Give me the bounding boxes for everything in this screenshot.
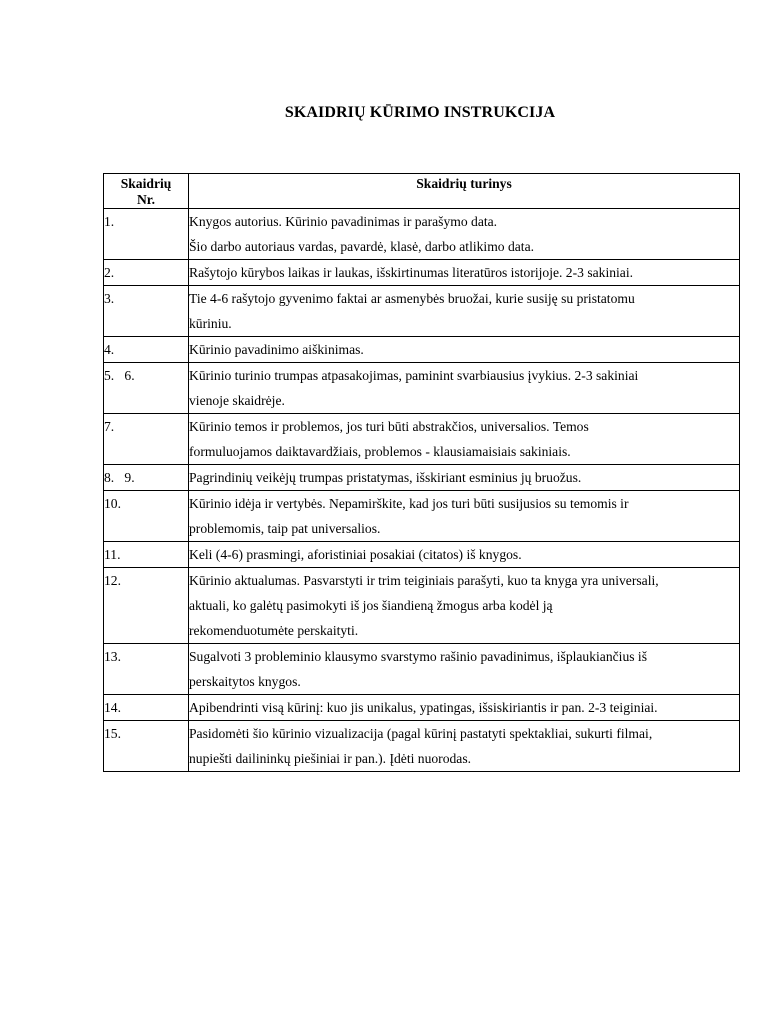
slide-content-line: Šio darbo autoriaus vardas, pavardė, klasė, darbo atlikimo data.	[189, 239, 535, 254]
slide-content-line: Kūrinio temos ir problemos, jos turi būti abstrakčios, universalios. Temos	[189, 419, 589, 434]
table-body	[104, 209, 740, 772]
slide-number-cell: 2.	[104, 260, 189, 286]
slide-content-line: aktuali, ko galėtų pasimokyti iš jos šiandieną žmogus arba kodėl ją	[189, 598, 553, 613]
slide-content-cell	[189, 337, 740, 363]
slide-content-line: Pagrindinių veikėjų trumpas pristatymas, išskiriant esminius jų bruožus.	[189, 470, 582, 485]
table-row	[104, 568, 740, 644]
slide-content-cell	[189, 465, 740, 491]
slide-number-cell: 11.	[104, 542, 189, 568]
slide-content-line: Tie 4-6 rašytojo gyvenimo faktai ar asmenybės bruožai, kurie susiję su pristatomu	[189, 291, 635, 306]
slide-number-cell: 8. 9.	[104, 465, 189, 491]
slide-content-cell	[189, 209, 740, 260]
slide-content-cell	[189, 286, 740, 337]
slide-content-cell	[189, 363, 740, 414]
slide-content-line: Kūrinio turinio trumpas atpasakojimas, paminint svarbiausius įvykius. 2-3 sakiniai	[189, 368, 639, 383]
slide-content-line: formuluojamos daiktavardžiais, problemos - klausiamaisiais sakiniais.	[189, 444, 571, 459]
slide-content-cell	[189, 721, 740, 772]
slide-number-cell: 7.	[104, 414, 189, 465]
header-slide-number	[104, 174, 189, 209]
slide-number-cell: 15.	[104, 721, 189, 772]
slide-number-cell: 1.	[104, 209, 189, 260]
slide-content-line: Kūrinio aktualumas. Pasvarstyti ir trim teiginiais parašyti, kuo ta knyga yra universali,	[189, 573, 659, 588]
slide-content-line: Kūrinio idėja ir vertybės. Nepamirškite, kad jos turi būti susijusios su temomis ir	[189, 496, 629, 511]
document-title: SKAIDRIŲ KŪRIMO INSTRUKCIJA	[284, 104, 556, 121]
table-row	[104, 721, 740, 772]
slide-content-cell	[189, 695, 740, 721]
slide-number-cell: 12.	[104, 568, 189, 644]
table-row	[104, 286, 740, 337]
slide-content-line: problemomis, taip pat universalios.	[189, 521, 381, 536]
table-row	[104, 465, 740, 491]
slide-content-line: kūriniu.	[189, 316, 232, 331]
slide-content-line: vienoje skaidrėje.	[189, 393, 285, 408]
table-row	[104, 209, 740, 260]
slide-content-cell	[189, 542, 740, 568]
slide-content-line: Keli (4-6) prasmingi, aforistiniai posakiai (citatos) iš knygos.	[189, 547, 522, 562]
slide-content-line: Knygos autorius. Kūrinio pavadinimas ir parašymo data.	[189, 214, 498, 229]
slide-content-cell	[189, 568, 740, 644]
slide-content-cell	[189, 260, 740, 286]
slide-content-cell	[189, 414, 740, 465]
table-header-row	[104, 174, 740, 209]
slide-number-cell: 3.	[104, 286, 189, 337]
slide-content-line: nupiešti dailininkų piešiniai ir pan.). Įdėti nuorodas.	[189, 751, 472, 766]
slide-content-line: Kūrinio pavadinimo aiškinimas.	[189, 342, 364, 357]
slide-content-line: rekomenduotumėte perskaityti.	[189, 623, 359, 638]
instructions-table	[103, 173, 740, 772]
slide-content-cell	[189, 644, 740, 695]
slide-number-cell: 13.	[104, 644, 189, 695]
header-slide-number-line2: Nr.	[136, 192, 155, 207]
table-row	[104, 491, 740, 542]
slide-number-cell: 5. 6.	[104, 363, 189, 414]
table-row	[104, 260, 740, 286]
slide-content-cell	[189, 491, 740, 542]
slide-number-cell: 10.	[104, 491, 189, 542]
table-row	[104, 414, 740, 465]
slide-number-cell: 4.	[104, 337, 189, 363]
table-row	[104, 542, 740, 568]
slide-content-line: Apibendrinti visą kūrinį: kuo jis unikalus, ypatingas, išsiskiriantis ir pan. 2-3 teiginiai.	[189, 700, 658, 715]
slide-content-line: Sugalvoti 3 probleminio klausymo svarstymo rašinio pavadinimus, išplaukiančius iš	[189, 649, 647, 664]
header-slide-content: Skaidrių turinys	[189, 174, 740, 209]
slide-number-cell: 14.	[104, 695, 189, 721]
slide-content-line: perskaitytos knygos.	[189, 674, 301, 689]
table-row	[104, 363, 740, 414]
slide-content-line: Rašytojo kūrybos laikas ir laukas, išskirtinumas literatūros istorijoje. 2-3 sakiniai.	[189, 265, 634, 280]
slide-content-line: Pasidomėti šio kūrinio vizualizacija (pagal kūrinį pastatyti spektakliai, sukurti filmai,	[189, 726, 653, 741]
table-row	[104, 337, 740, 363]
header-slide-number-line1: Skaidrių	[120, 176, 172, 191]
table-row	[104, 644, 740, 695]
table-row	[104, 695, 740, 721]
